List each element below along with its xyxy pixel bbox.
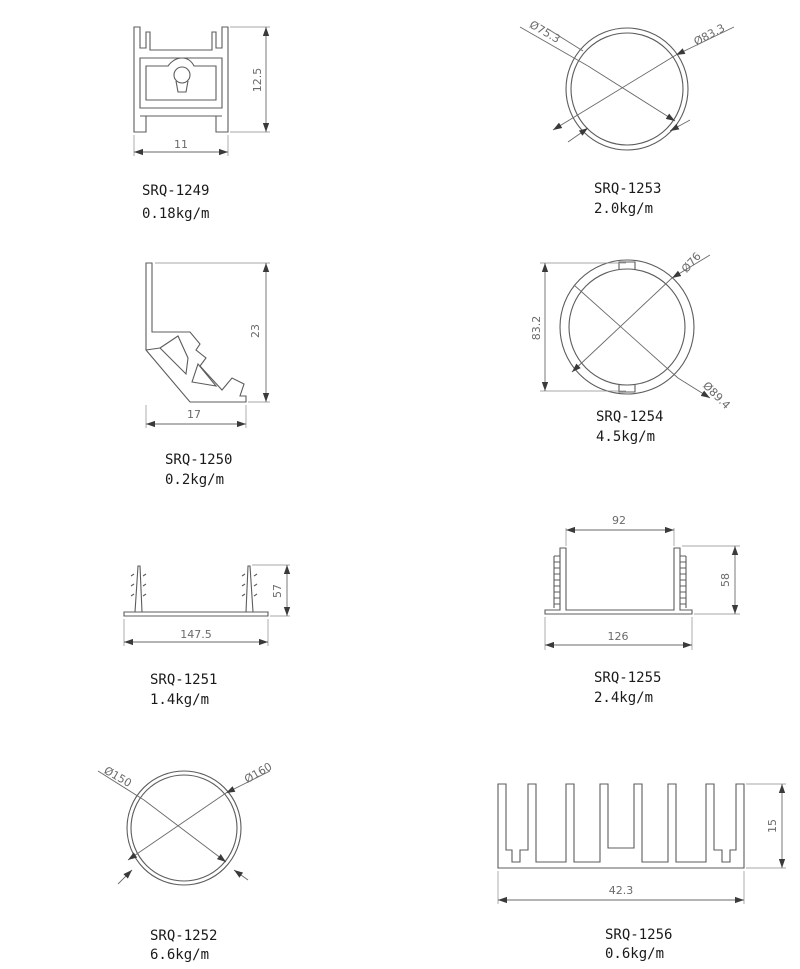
profile-srq-1251-weight: 1.4kg/m (150, 692, 210, 708)
profile-srq-1255-weight: 2.4kg/m (594, 690, 654, 706)
profile-srq-1256-dim-width: 42.3 (608, 884, 634, 897)
profile-srq-1252-drawing (127, 771, 241, 885)
profile-srq-1253-weight: 2.0kg/m (594, 201, 654, 217)
profile-srq-1254 (530, 250, 733, 445)
profile-srq-1255-drawing (545, 548, 692, 614)
profile-srq-1253-dim-outer: Ø83.3 (691, 21, 728, 49)
profile-srq-1252 (98, 760, 274, 963)
profile-srq-1253-dim-inner: Ø75.3 (527, 18, 563, 46)
profile-srq-1254-dim-outer: Ø89.4 (700, 379, 733, 412)
profile-srq-1251-dim-height: 57 (271, 584, 284, 598)
profile-srq-1254-weight: 4.5kg/m (596, 429, 656, 445)
profile-srq-1256 (498, 784, 786, 962)
profile-srq-1251-dim-width: 147.5 (180, 628, 212, 641)
profile-srq-1256-dim-height: 15 (766, 819, 779, 833)
profile-srq-1251 (124, 565, 290, 708)
profile-srq-1255-dim-height: 58 (719, 573, 732, 587)
profile-srq-1253-drawing (566, 28, 688, 150)
profile-srq-1253 (520, 18, 734, 217)
profile-srq-1249-code: SRQ-1249 (142, 183, 210, 199)
profile-srq-1252-weight: 6.6kg/m (150, 947, 210, 963)
profile-srq-1255 (545, 514, 740, 706)
profile-srq-1256-drawing (498, 784, 744, 868)
profile-srq-1249-dim-width: 11 (174, 138, 188, 151)
profile-srq-1250-drawing (146, 263, 246, 402)
profile-srq-1253-code: SRQ-1253 (594, 181, 662, 197)
profile-srq-1251-code: SRQ-1251 (150, 672, 218, 688)
profile-srq-1250-dim-width: 17 (187, 408, 201, 421)
profile-srq-1256-weight: 0.6kg/m (605, 946, 665, 962)
profile-srq-1255-dim-inner-width: 92 (612, 514, 626, 527)
profile-srq-1250-dim-height: 23 (249, 324, 262, 338)
profile-srq-1251-drawing (124, 566, 268, 616)
profile-srq-1256-code: SRQ-1256 (605, 927, 673, 943)
profile-srq-1250-weight: 0.2kg/m (165, 472, 225, 488)
profile-srq-1252-code: SRQ-1252 (150, 928, 218, 944)
profile-srq-1254-code: SRQ-1254 (596, 409, 664, 425)
profile-srq-1249-dim-height: 12.5 (251, 67, 264, 93)
profile-srq-1249-drawing (134, 27, 228, 132)
profile-srq-1249 (134, 27, 270, 222)
profile-srq-1255-code: SRQ-1255 (594, 670, 662, 686)
profile-srq-1254-dim-inner: Ø76 (678, 249, 704, 276)
profile-srq-1252-dim-inner: Ø150 (101, 763, 134, 791)
profile-srq-1252-dim-outer: Ø160 (242, 759, 275, 787)
profile-srq-1250-code: SRQ-1250 (165, 452, 233, 468)
profile-srq-1250 (146, 263, 270, 488)
profile-srq-1249-weight: 0.18kg/m (142, 206, 210, 222)
profile-srq-1254-dim-height: 83.2 (530, 315, 543, 341)
profile-srq-1255-dim-base-width: 126 (607, 630, 629, 643)
